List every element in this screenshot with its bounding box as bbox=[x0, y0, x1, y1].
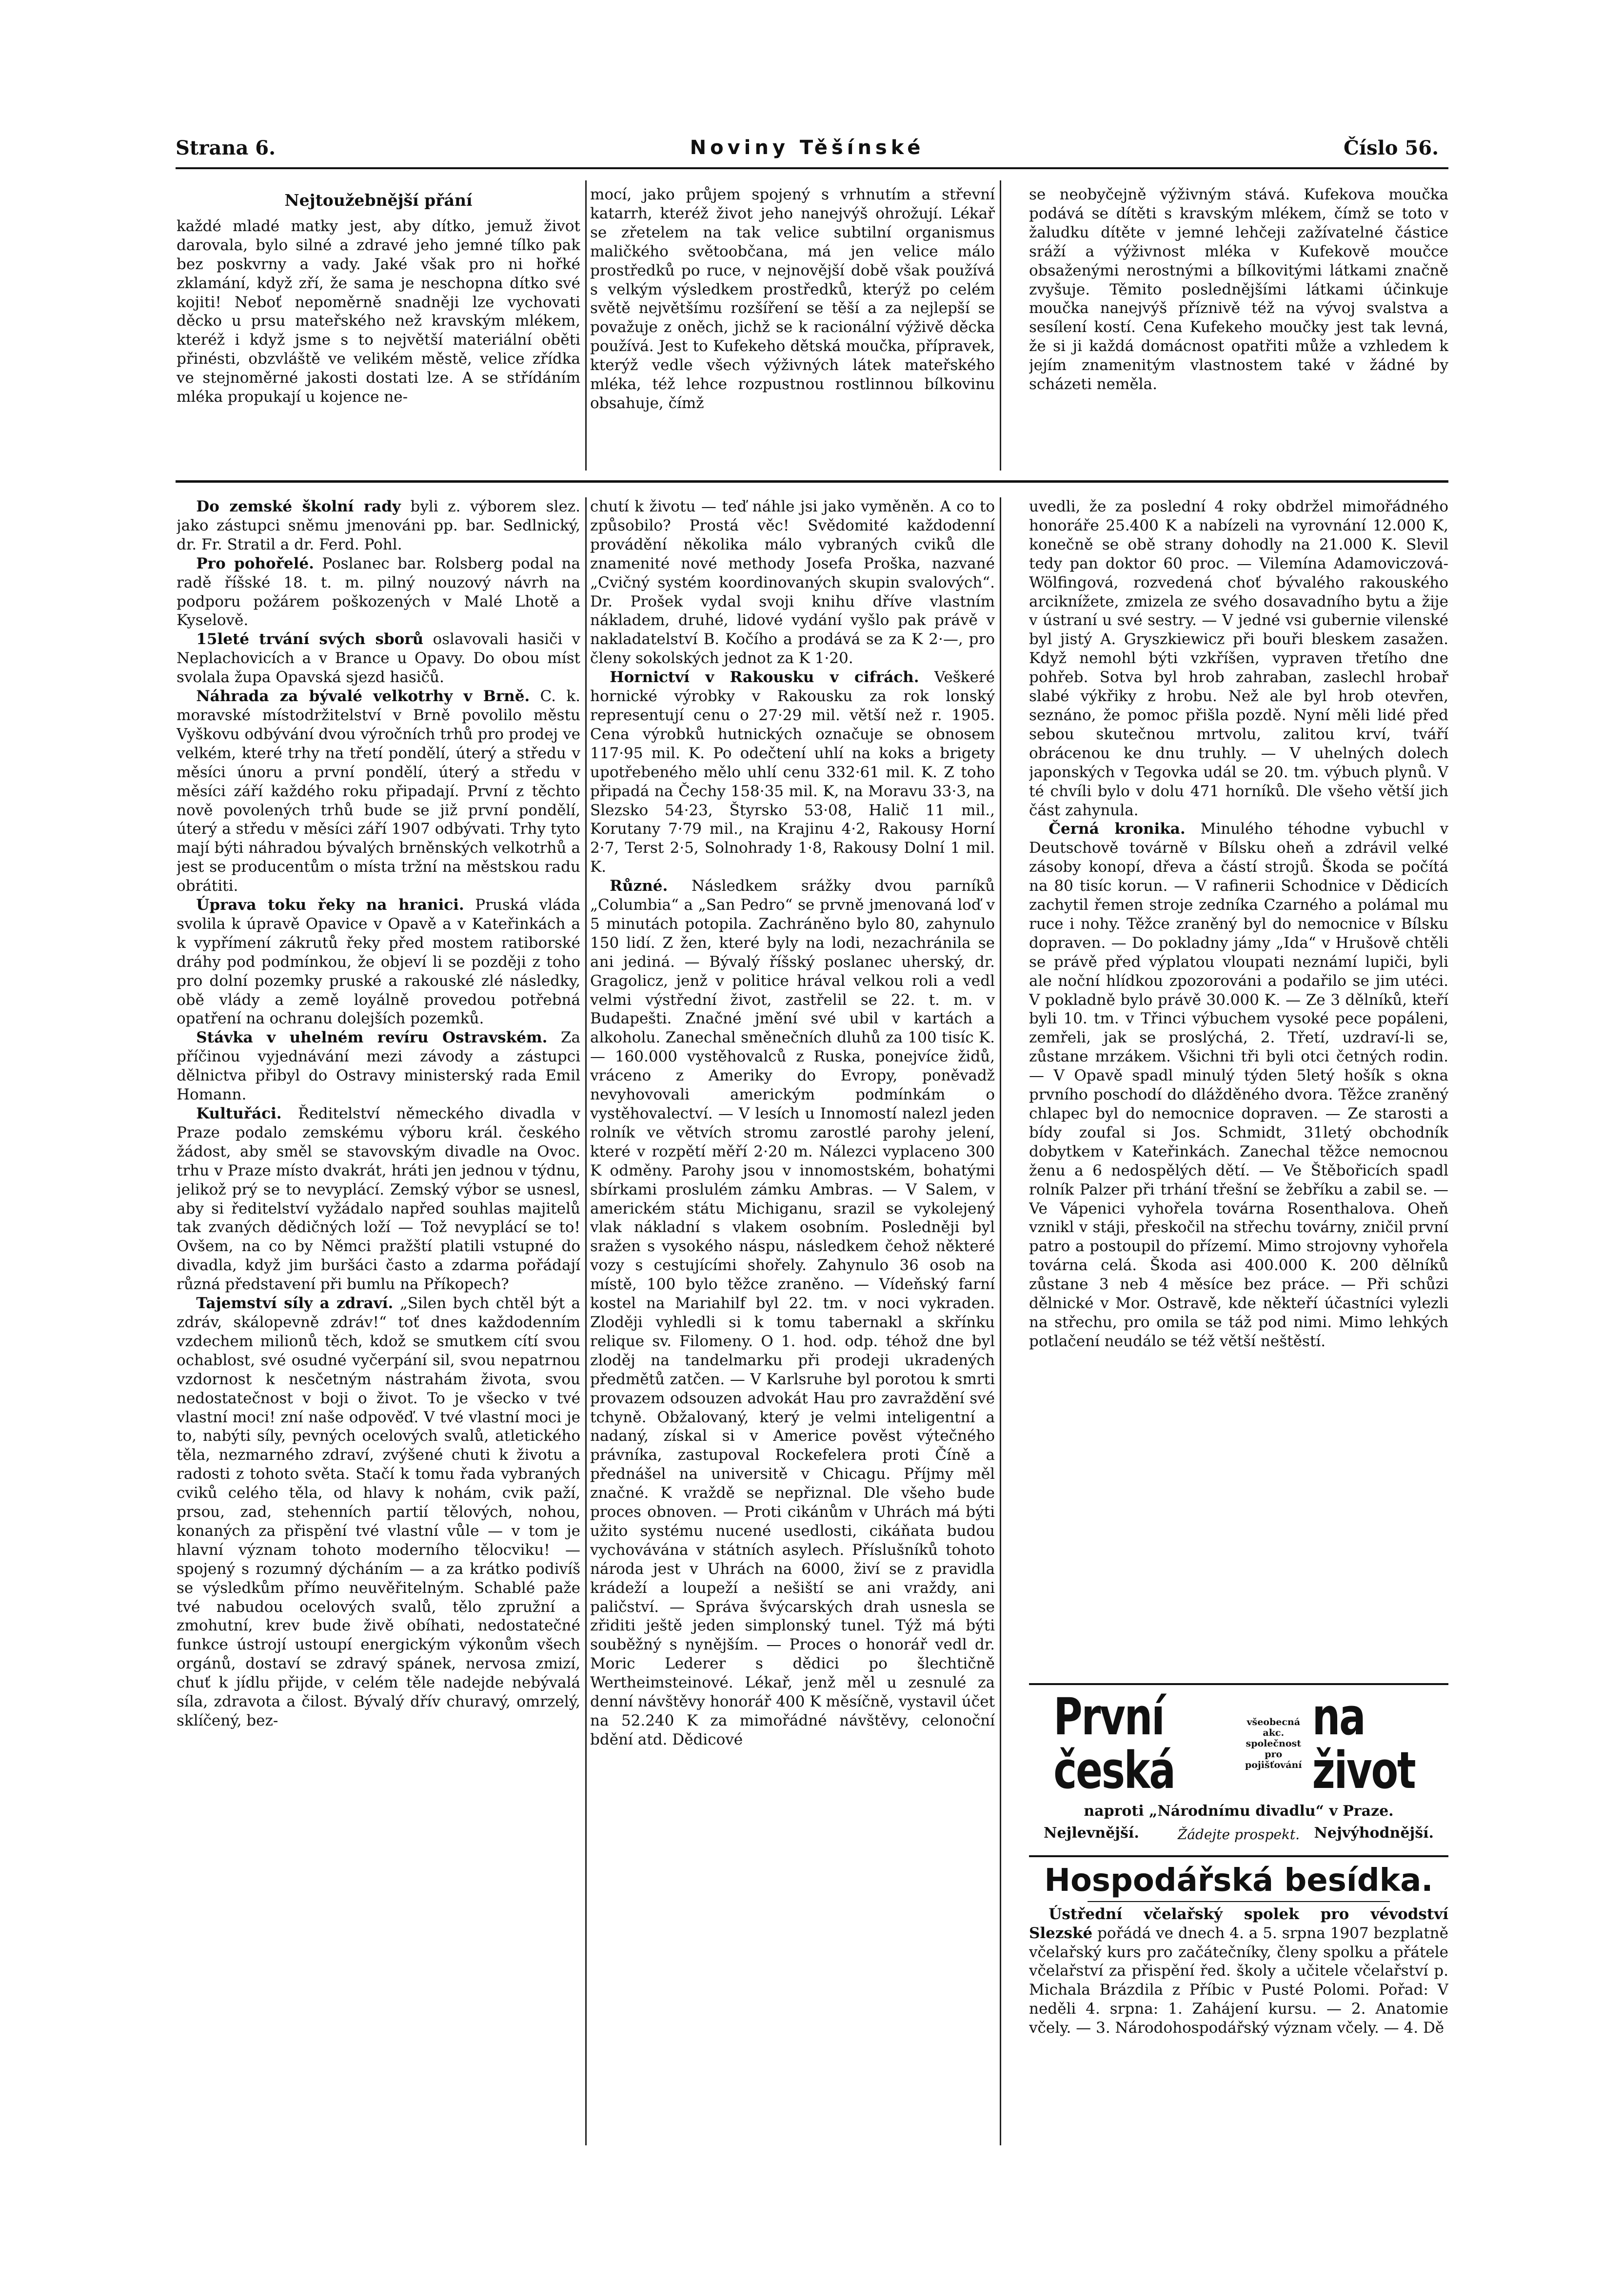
top-column-2 bbox=[590, 185, 995, 471]
article-cerna-kronika: Černá kronika. Minulého téhodne vybuchl v Deutschově továrně v Bílsku oheň a zdrávil velké zásoby konopí, dřeva a částí strojů. Škoda se počítá na 80 tisíc korun. — V rafinerii Schodnice v Dědicích zachytil řemen stroje zedníka Czarného a polámal mu ruce i nohy. Těžce zraněný byl do nemocnice v Bílsku dopraven. — Do pokladny jámy „Ida“ v Hrušově chtěli se právě před výplatou vloupati neznámí lupiči, byli ale noční hlídkou zpozorováni a podařilo se jim utéci. V pokladně bylo právě 30.000 K. — Ze 3 dělníků, kteří byli 10. tm. v Třinci výbuchem vysoké pece popáleni, zemřeli, jak se proslýchá, 2. Třetí, uzdraví-li se, zůstane mrzákem. Všichni tři byli otci četných rodin. — V Opavě spadl minulý týden 5letý hošík s okna prvního poschodí do dlážděného dvora. Těžce zraněný chlapec byl do nemocnice dopraven. — Ze starosti a bídy zoufal si Jos. Schmidt, 31letý obchodník dobytkem v Kateřinkách. Zanechal těžce nemocnou ženu a 6 nedospělých dětí. — Ve Štěbořicích spadl rolník Palzer při trhání třešní se žebříku a zabil se. — Ve Vápenici vyhořela továrna Rosenthalova. Oheň vznikl v stáji, přeskočil na střechu továrny, zničil první patro a postoupil do přízemí. Mimo strojovny vyhořela továrna celá. Škoda asi 400.000 K. 200 dělníků zůstane 3 neb 4 měsíce bez práce. — Při schůzi dělnické v Mor. Ostravě, kde někteří účastníci vylezli na střechu, pro omila se táž pod nimi. Mimo lehkých potlačení neudálo se též větší neštěstí. bbox=[1029, 820, 1448, 1350]
issue-number: Číslo 56. bbox=[1344, 137, 1439, 159]
top-column-divider-1 bbox=[585, 180, 587, 471]
header-rule bbox=[176, 167, 1448, 169]
ad-rule-top bbox=[1029, 1683, 1448, 1685]
insurance-name-right: na život bbox=[1312, 1687, 1415, 1800]
insurance-name-left: První česká bbox=[1053, 1687, 1175, 1800]
newspaper-title: Noviny Těšínské bbox=[690, 137, 925, 159]
article-uprava-toku: Úprava toku řeky na hranici. Pruská vláda svolila k úpravě Opavice v Opavě a v Kateřinkách a k vypřímení zákrutů řeky před mostem ratiborské dráhy pod podmínkou, že objeví li se později z toho pro dolní pozemky pruské a rakouské zlé následky, obě vlády a země loyálně provedou potřebná opatření na ochranu dolejších pozemků. bbox=[177, 896, 580, 1028]
insurance-prospekt: Žádejte prospekt. bbox=[1177, 1826, 1300, 1843]
column-3-news bbox=[1029, 497, 1448, 1677]
page-header bbox=[176, 137, 1439, 161]
article-kulturaci: Kultuřáci. Ředitelství německého divadla v Praze podalo zemskému výboru král. českého žádost, aby směl se stavovským divadle na Ovoc. trhu v Praze místo dvakrát, hráti jen jednou v týdnu, jelikož prý se to nevyplácí. Zemský výbor se usnesl, aby si ředitelství vyžádalo napřed souhlas majitelů tak zvaných dědičných loží — Tož nevyplácí se to! Ovšem, na co by Němci pražští platili vstupné do divadla, když jim buršáci často a zdarma pořádají různá představení při bumlu na Příkopech? bbox=[177, 1105, 580, 1294]
insurance-name-small: všeobecná akc. společnost pro pojišťování bbox=[1245, 1717, 1302, 1770]
section-rule bbox=[176, 480, 1448, 483]
top-col2-text: mocí, jako průjem spojený s vrhnutím a střevní katarrh, kteréž život jeho nanejvýš ohrožují. Lékař se zřetelem na tak velice subtilní organismus maličkého světoobčana, má jen velice málo prostředků po ruce, v nejnovější době však používá s velkým výsledkem prostředků, kterýž po celém světě největšímu rozšíření se těší a za nejlepší se považuje z oněch, jichž se k racionální výživě děcka používá. Jest to Kufekeho dětská moučka, přípravek, kterýž vedle všech výživných látek mateřského mléka, též lehce rozpustnou rostlinnou bílkovinu obsahuje, čímž bbox=[590, 186, 995, 412]
besidka-title: Hospodářská besídka. bbox=[1044, 1862, 1433, 1899]
article-tajemstvi-sily: Tajemství síly a zdraví. „Silen bych chtěl být a zdráv, skálopevně zdráv!“ toť dnes každodenním vzdechem milionů těch, kdož se smutkem cítí svou ochablost, své osudné vyčerpání sil, svou nepatrnou vzdornost k nesčetným nástrahám života, svou nedostatečnost v boji o život. To je všecko v tvé vlastní moci! zní naše odpověď. V tvé vlastní moci je to, nabýti síly, pevných ocelových svalů, atletického těla, nezmarného zdraví, zvýšené chuti k životu a radosti z tohoto světa. Stačí k tomu řada vybraných cviků celého těla, od hlavy k nohám, cvik paží, prsou, zad, stehenních partií tělových, nohou, konaných za přispění tvé vlastní vůle — v tom je hlavní význam tohoto moderního tělocviku! — spojený s rozumný dýcháním — a za krátko podivíš se výsledkům přímo neuvěřitelným. Schablé paže tvé nabudou ocelových svalů, tělo zpružní a zmohutní, krev bude živě obíhati, nedostatečné funkce ústrojí ustoupí energickým výkonům všech orgánů, dostaví se zdravý spánek, nervosa zmizí, chuť k jídlu přijde, v celém těle nadejde nebývalá síla, zdravota a čilost. Bývalý dřív churavý, omrzelý, sklíčený, bez- bbox=[177, 1295, 580, 1729]
article-hasici: 15leté trvání svých sborů oslavovali hasiči v Neplachovicích a v Brance u Opavy. Do obou míst svolala župa Opavská sjezd hasičů. bbox=[177, 630, 580, 687]
top-heading: Nejtoužebnější přání bbox=[284, 191, 473, 210]
article-ruzne: Různé. Následkem srážky dvou parníků „Columbia“ a „San Pedro“ se prvně jmenovaná loď v 5 minutách potopila. Zachráněno bylo 80, zahynulo 150 lidí. Z žen, které byly na lodi, nezachránila se ani jediná. — Bývalý říšský poslanec uherský, dr. Gragolicz, jenž v politice hrával velkou roli a vedl velmi výstřední život, zastřelil se 22. t. m. v Budapešti. Značné jmění své ubil v kartách a alkoholu. Zanechal směnečních dluhů za 100 tisíc K. — 160.000 vystěhovalců z Ruska, ponejvíce židů, vráceno z Ameriky do Evropy, poněvadž nevyhovovali americkým podmínkám o vystěhovalectví. — V lesích u Innomostí nalezl jeden rolník ve větvích stromu zarostlé parohy jelení, které v rozpětí měří 2·20 m. Nálezci vyplaceno 300 K odměny. Parohy jsou v innomostském, bohatými sbírkami proslulém zámku Ambras. — V Salem, v americkém státu Michiganu, srazil se vykolejený vlak nákladní s vlakem osobním. Posledněji byl sražen s vysokého náspu, následkem čehož některé vozy s cestujícími shořely. Zahynulo 36 osob na místě, 100 bylo těžce zraněno. — Vídeňský farní kostel na Mariahilf byl 22. tm. v noci vykraden. Zloději vyhledli si k tomu tabernakl a skřínku relique sv. Filomeny. O 1. hod. odp. téhož dne byl zloděj na tandelmarku při prodeji ukradených předmětů zatčen. — V Karlsruhe byl porotou k smrti provazem odsouzen advokát Hau pro zavraždění své tchyně. Obžalovaný, který je velmi inteligentní a nadaný, získal si v Americe pověst výtečného právníka, zastupoval Rockefelera proti Číně a přednášel na universitě v Chicagu. Příjmy měl značné. K vraždě se nepřiznal. Dle všeho bude proces obnoven. — Proti cikánům v Uhrách má býti užito systému nucené usedlosti, cikáňata budou vychovávána v státních asylech. Příslušníků tohoto národa jest v Uhrách na 6000, živí se z pravidla krádeží a loupeží a nešiští se ani vraždy, ani paličství. — Správa švýcarských drah usnesla se zřiditi ještě jeden simplonský tunel. Týž má býti souběžný s nynějším. — Proces o honorář vedl dr. Moric Lederer s dědici po šlechtičně Wertheimsteinové. Lékař, jenž měl u zesnulé za denní návštěvy honorář 400 K měsíčně, vystavil účet na 52.240 K za mimořádné návštěvy, celonoční bdění atd. Dědicové bbox=[590, 877, 995, 1748]
main-column-divider-2 bbox=[1000, 497, 1001, 2145]
besidka-rule bbox=[1088, 1901, 1390, 1902]
article-prosek-continued: chutí k životu — teď náhle jsi jako vyměněn. A co to způsobilo? Prostá věc! Svědomité každodenní provádění několika málo vybraných cviků dle znamenité nové methody Josefa Proška, nazvané „Cvičný systém koordinovaných skupin svalových“. Dr. Prošek vydal svoji knihu dříve vlastním nákladem, druhé, lidové vydání vyšlo pak právě v nakladatelství B. Kočího a prodává se za K 2·—, pro členy sokolských jednot za K 1·20. bbox=[590, 498, 995, 667]
ad-rule-bottom bbox=[1029, 1855, 1448, 1857]
insurance-cheapest: Nejlevnější. bbox=[1044, 1824, 1139, 1842]
top-col1-text: každé mladé matky jest, aby dítko, jemuž život darovala, bylo silné a zdravé jeho jemné tílko pak bez poskvrny a vady. Jaké však pro ni hořké zklamání, když zří, že sama je neschopna dítko své kojiti! Neboť nepoměrně snadněji lze vychovati děcko u prsu mateřského než kravským mlékem, kteréž i když jsme s to největší materiální oběti přinésti, obzvláště ve velikém městě, velice zřídka ve stejnoměrné jakosti dostati lze. A se střídáním mléka propukají u kojence ne- bbox=[177, 217, 580, 406]
article-pohorele: Pro pohořelé. Poslanec bar. Rolsberg podal na radě říšské 18. t. m. pilný nouzový návrh na podporu požárem poškozených v Malé Lhotě a Kyselově. bbox=[177, 554, 580, 629]
insurance-best: Nejvýhodnější. bbox=[1314, 1824, 1434, 1842]
main-column-2 bbox=[590, 497, 995, 2145]
article-stavka: Stávka v uhelném revíru Ostravském. Za příčinou vyjednávání mezi závody a zástupci dělnictva přibyl do Ostravy ministerský rada Emil Homann. bbox=[177, 1029, 580, 1104]
article-ruzne-continued: uvedli, že za poslední 4 roky obdržel mimořádného honoráře 25.400 K a nabízeli na vyrovnání 12.000 K, konečně se obě strany dohodly na 21.000 K. Slevil tedy pan doktor 60 proc. — Vilemína Adamoviczová-Wölfingová, rozvedená choť bývalého rakouského arciknížete, zmizela ze svého dosavadního bytu a žije v ústraní u své sestry. — V jedné vsi gubernie vilenské byl jistý A. Gryszkiewicz při bouři bleskem zasažen. Když nemohl býti vzkříšen, vypraven třetího dne pohřeb. Sotva byl hrob zahraban, zaslechl hrobař slabé výkřiky z hrobu. Než ale byl hrob otevřen, seznáno, že pomoc přišla pozdě. Nyní měli lidé před sebou skutečnou mrtvolu, zalitou krví, tváří obrácenou ke dnu truhly. — V uhelných dolech japonských v Tegovka udál se 20. tm. výbuch plynů. V té chvíli bylo v dolu 471 horníků. Dle všeho větší jich část zahynula. bbox=[1029, 498, 1448, 819]
main-column-3 bbox=[1029, 497, 1448, 2145]
main-column-divider-1 bbox=[585, 497, 587, 2145]
top-col3-text: se neobyčejně výživným stává. Kufekova moučka podává se dítěti s kravským mlékem, čímž se toto v žaludku dítěte v jemné lehčeji zažívatelné částice sráží a výživnost mléka v Kufekově moučce obsaženými nerostnými a bílkovitými látkami značně zvyšuje. Těmito poslednějšími látkami účinkuje moučka nanejvýš příznivě též na vývoj svalstva a sesílení kostí. Cena Kufekeho moučky jest tak levná, že si ji každá domácnost opatřiti může a vzhledem k jejím znamenitým vlastnostem také v žádné by scházeti neměla. bbox=[1029, 186, 1448, 393]
top-column-divider-2 bbox=[1000, 180, 1001, 471]
insurance-ad-logo bbox=[1029, 1687, 1448, 1800]
top-column-1 bbox=[177, 180, 580, 471]
article-velkotrhy: Náhrada za bývalé velkotrhy v Brně. C. k. moravské místodržitelství v Brně povolilo městu Vyškovu odbývání dvou výročních trhů pro prodej ve velkém, které trhy na třetí pondělí, úterý a středu v měsíci únoru a první pondělí, úterý a středu v měsíci září každého roku připadají. První z těchto nově povolených trhů bude se již první pondělí, úterý a středu v měsíci září 1907 odbývati. Trhy tyto mají býti náhradou bývalých brněnských velkotrhů a jest se producentům o místa tržní na městskou radu obrátiti. bbox=[177, 687, 580, 895]
page-number: Strana 6. bbox=[176, 137, 276, 159]
article-skolni-rada: Do zemské školní rady byli z. výborem slez. jako zástupci sněmu jmenováni pp. bar. Sedlnický, dr. Fr. Stratil a dr. Ferd. Pohl. bbox=[177, 498, 580, 553]
article-hornictvi: Hornictví v Rakousku v cifrách. Veškeré hornické výrobky v Rakousku za rok lonský representují cenu o 27·29 mil. větší než r. 1905. Cena výrobků hutnických označuje se obnosem 117·95 mil. K. Po odečtení uhlí na koks a brigety upotřebeného mělo uhlí cenu 332·61 mil. K. Z toho připadá na Čechy 158·35 mil. K, na Moravu 33·3, na Slezsko 54·23, Štyrsko 53·08, Halič 11 mil., Korutany 7·79 mil., na Krajinu 4·2, Rakousy Horní 2·7, Terst 2·5, Solnohrady 1·8, Rakousy Dolní 1 mil. K. bbox=[590, 668, 995, 876]
besidka-text: Ústřední včelařský spolek pro vévodství Slezské pořádá ve dnech 4. a 5. srpna 1907 bezplatně včelařský kurs pro začátečníky, členy spolku a přátele včelařství za přispění řed. školy a učitele včelařství p. Michala Brázdila z Příbic v Pusté Polomi. Pořad: V neděli 4. srpna: 1. Zahájení kursu. — 2. Anatomie včely. — 3. Národohospodářský význam včely. — 4. Dě bbox=[1029, 1905, 1448, 2037]
main-column-1 bbox=[177, 497, 580, 2145]
top-column-3 bbox=[1029, 185, 1448, 471]
insurance-address: naproti „Národnímu divadlu“ v Praze. bbox=[1084, 1803, 1394, 1820]
